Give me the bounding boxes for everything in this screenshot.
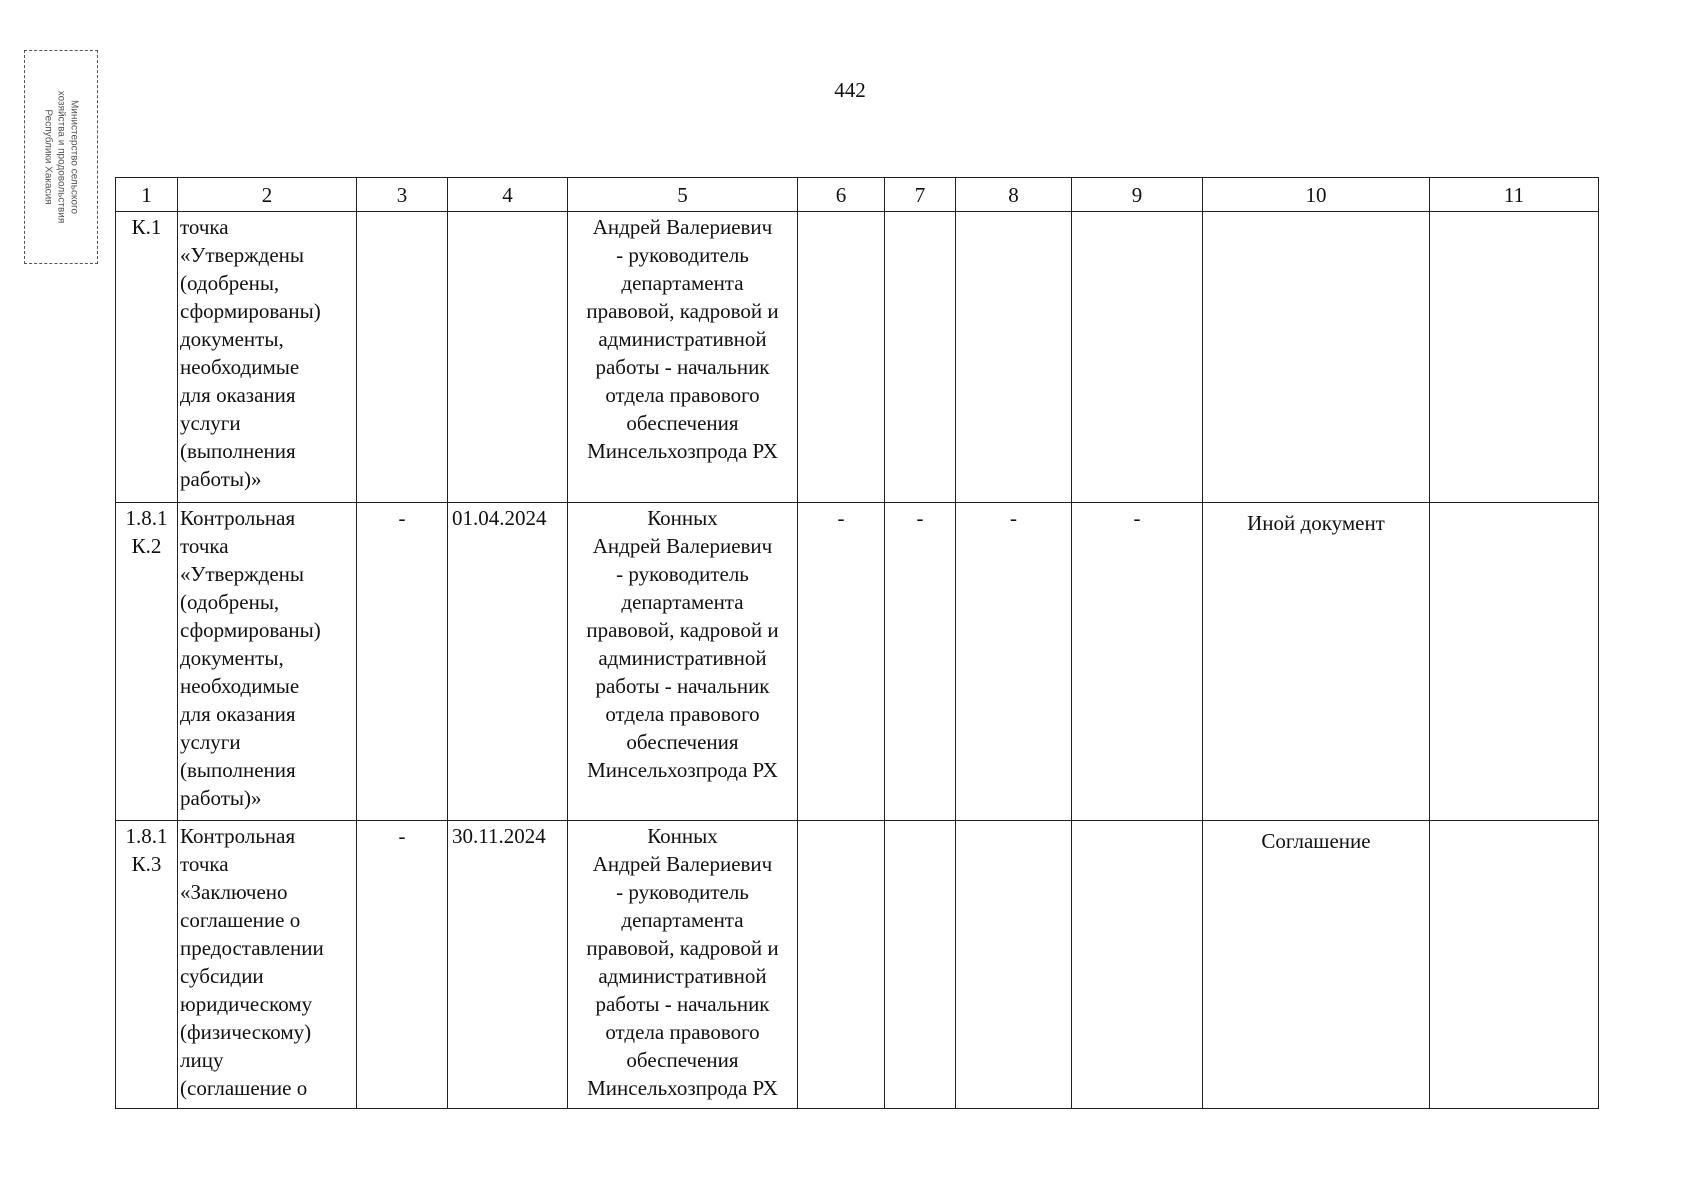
cell-line: необходимые <box>180 355 300 379</box>
table-cell-c9 <box>1072 212 1203 503</box>
column-header: 8 <box>956 178 1072 212</box>
table-cell-c6 <box>798 821 885 1109</box>
cell-line: К.1 <box>131 215 162 239</box>
table-cell-c7 <box>885 212 956 503</box>
stamp-text <box>42 57 81 257</box>
cell-line: работы)» <box>180 786 262 810</box>
table-cell-c10 <box>1203 212 1430 503</box>
cell-line: (выполнения <box>180 439 296 463</box>
column-header: 3 <box>357 178 448 212</box>
table-cell-c7: - <box>885 503 956 821</box>
page-number: 442 <box>834 78 866 102</box>
cell-line: сформированы) <box>180 618 321 642</box>
header-row <box>116 178 1599 212</box>
cell-line: отдела правового <box>605 383 760 407</box>
cell-line: (выполнения <box>180 758 296 782</box>
table-cell-c11 <box>1430 212 1599 503</box>
table-row <box>116 503 1599 821</box>
cell-line: (физическому) <box>180 1020 312 1044</box>
cell-line: «Заключено <box>180 880 288 904</box>
cell-line: лицу <box>180 1048 224 1072</box>
cell-line: услуги <box>180 411 241 435</box>
table-cell-c8 <box>956 212 1072 503</box>
table-cell-c8 <box>956 821 1072 1109</box>
cell-line: административной <box>598 646 767 670</box>
cell-line: - руководитель <box>616 243 749 267</box>
cell-line: «Утверждены <box>180 243 305 267</box>
cell-line: обеспечения <box>626 1048 739 1072</box>
column-header: 4 <box>448 178 568 212</box>
cell-line: административной <box>598 964 767 988</box>
table-cell-c6: - <box>798 503 885 821</box>
cell-line: Минсельхозпрода РХ <box>587 1076 778 1100</box>
table-cell-c1 <box>116 212 178 503</box>
cell-line: точка <box>180 852 229 876</box>
table-cell-c2 <box>178 821 357 1109</box>
cell-line: для оказания <box>180 702 296 726</box>
cell-line: работы)» <box>180 467 262 491</box>
table-cell-c4 <box>448 212 568 503</box>
cell-line: Контрольная <box>180 506 296 530</box>
cell-line: сформированы) <box>180 299 321 323</box>
table-cell-c5 <box>568 503 798 821</box>
cell-line: (соглашение о <box>180 1076 308 1100</box>
cell-line: работы - начальник <box>595 674 770 698</box>
table-cell-c3: - <box>357 821 448 1109</box>
cell-line: К.3 <box>131 852 162 876</box>
table-cell-c4: 01.04.2024 <box>448 503 568 821</box>
table-cell-c9 <box>1072 821 1203 1109</box>
table-cell-c11 <box>1430 503 1599 821</box>
table-cell-c3 <box>357 212 448 503</box>
table-cell-c8: - <box>956 503 1072 821</box>
cell-line: департамента <box>621 271 744 295</box>
cell-line: - руководитель <box>616 880 749 904</box>
stamp-line: хозяйства и продовольствия <box>55 90 67 224</box>
column-header: 5 <box>568 178 798 212</box>
stamp-line: Министерство сельского <box>68 99 80 215</box>
table-cell-c9: - <box>1072 503 1203 821</box>
column-header: 2 <box>178 178 357 212</box>
cell-line: 1.8.1 <box>125 824 168 848</box>
cell-line: Андрей Валериевич <box>592 215 773 239</box>
cell-line: юридическому <box>180 992 313 1016</box>
cell-line: точка <box>180 534 229 558</box>
document-table <box>115 177 1599 1109</box>
table-row <box>116 821 1599 1109</box>
table-row <box>116 212 1599 503</box>
table-cell-c1 <box>116 503 178 821</box>
cell-line: Конных <box>647 506 718 530</box>
cell-line: документы, <box>180 327 284 351</box>
cell-line: административной <box>598 327 767 351</box>
table-body <box>116 212 1599 1109</box>
cell-line: точка <box>180 215 229 239</box>
cell-line: Конных <box>647 824 718 848</box>
cell-line: Контрольная <box>180 824 296 848</box>
cell-line: Минсельхозпрода РХ <box>587 439 778 463</box>
table-cell-c10: Иной документ <box>1203 503 1430 821</box>
column-header: 9 <box>1072 178 1203 212</box>
cell-line: Андрей Валериевич <box>592 534 773 558</box>
table-cell-c2 <box>178 212 357 503</box>
cell-line: правовой, кадровой и <box>586 299 779 323</box>
cell-line: Андрей Валериевич <box>592 852 773 876</box>
cell-line: К.2 <box>131 534 162 558</box>
table-cell-c1 <box>116 821 178 1109</box>
cell-line: обеспечения <box>626 730 739 754</box>
cell-line: предоставлении <box>180 936 324 960</box>
column-header: 7 <box>885 178 956 212</box>
table-cell-c3: - <box>357 503 448 821</box>
cell-line: услуги <box>180 730 241 754</box>
table-cell-c6 <box>798 212 885 503</box>
column-header: 6 <box>798 178 885 212</box>
cell-line: правовой, кадровой и <box>586 936 779 960</box>
cell-line: работы - начальник <box>595 355 770 379</box>
table-cell-c5 <box>568 212 798 503</box>
cell-line: правовой, кадровой и <box>586 618 779 642</box>
table-cell-c7 <box>885 821 956 1109</box>
cell-line: соглашение о <box>180 908 301 932</box>
cell-line: отдела правового <box>605 1020 760 1044</box>
table-cell-c10: Соглашение <box>1203 821 1430 1109</box>
cell-line: - руководитель <box>616 562 749 586</box>
table-cell-c2 <box>178 503 357 821</box>
cell-line: документы, <box>180 646 284 670</box>
column-header: 11 <box>1430 178 1599 212</box>
cell-line: департамента <box>621 908 744 932</box>
cell-line: 1.8.1 <box>125 506 168 530</box>
cell-line: работы - начальник <box>595 992 770 1016</box>
column-header: 1 <box>116 178 178 212</box>
cell-line: департамента <box>621 590 744 614</box>
stamp-line: Республики Хакасия <box>42 109 54 205</box>
cell-line: обеспечения <box>626 411 739 435</box>
table-cell-c11 <box>1430 821 1599 1109</box>
table-cell-c5 <box>568 821 798 1109</box>
cell-line: субсидии <box>180 964 264 988</box>
cell-line: отдела правового <box>605 702 760 726</box>
cell-line: для оказания <box>180 383 296 407</box>
cell-line: (одобрены, <box>180 590 280 614</box>
cell-line: необходимые <box>180 674 300 698</box>
cell-line: (одобрены, <box>180 271 280 295</box>
column-header: 10 <box>1203 178 1430 212</box>
cell-line: Минсельхозпрода РХ <box>587 758 778 782</box>
stamp <box>24 50 98 264</box>
table-cell-c4: 30.11.2024 <box>448 821 568 1109</box>
cell-line: «Утверждены <box>180 562 305 586</box>
